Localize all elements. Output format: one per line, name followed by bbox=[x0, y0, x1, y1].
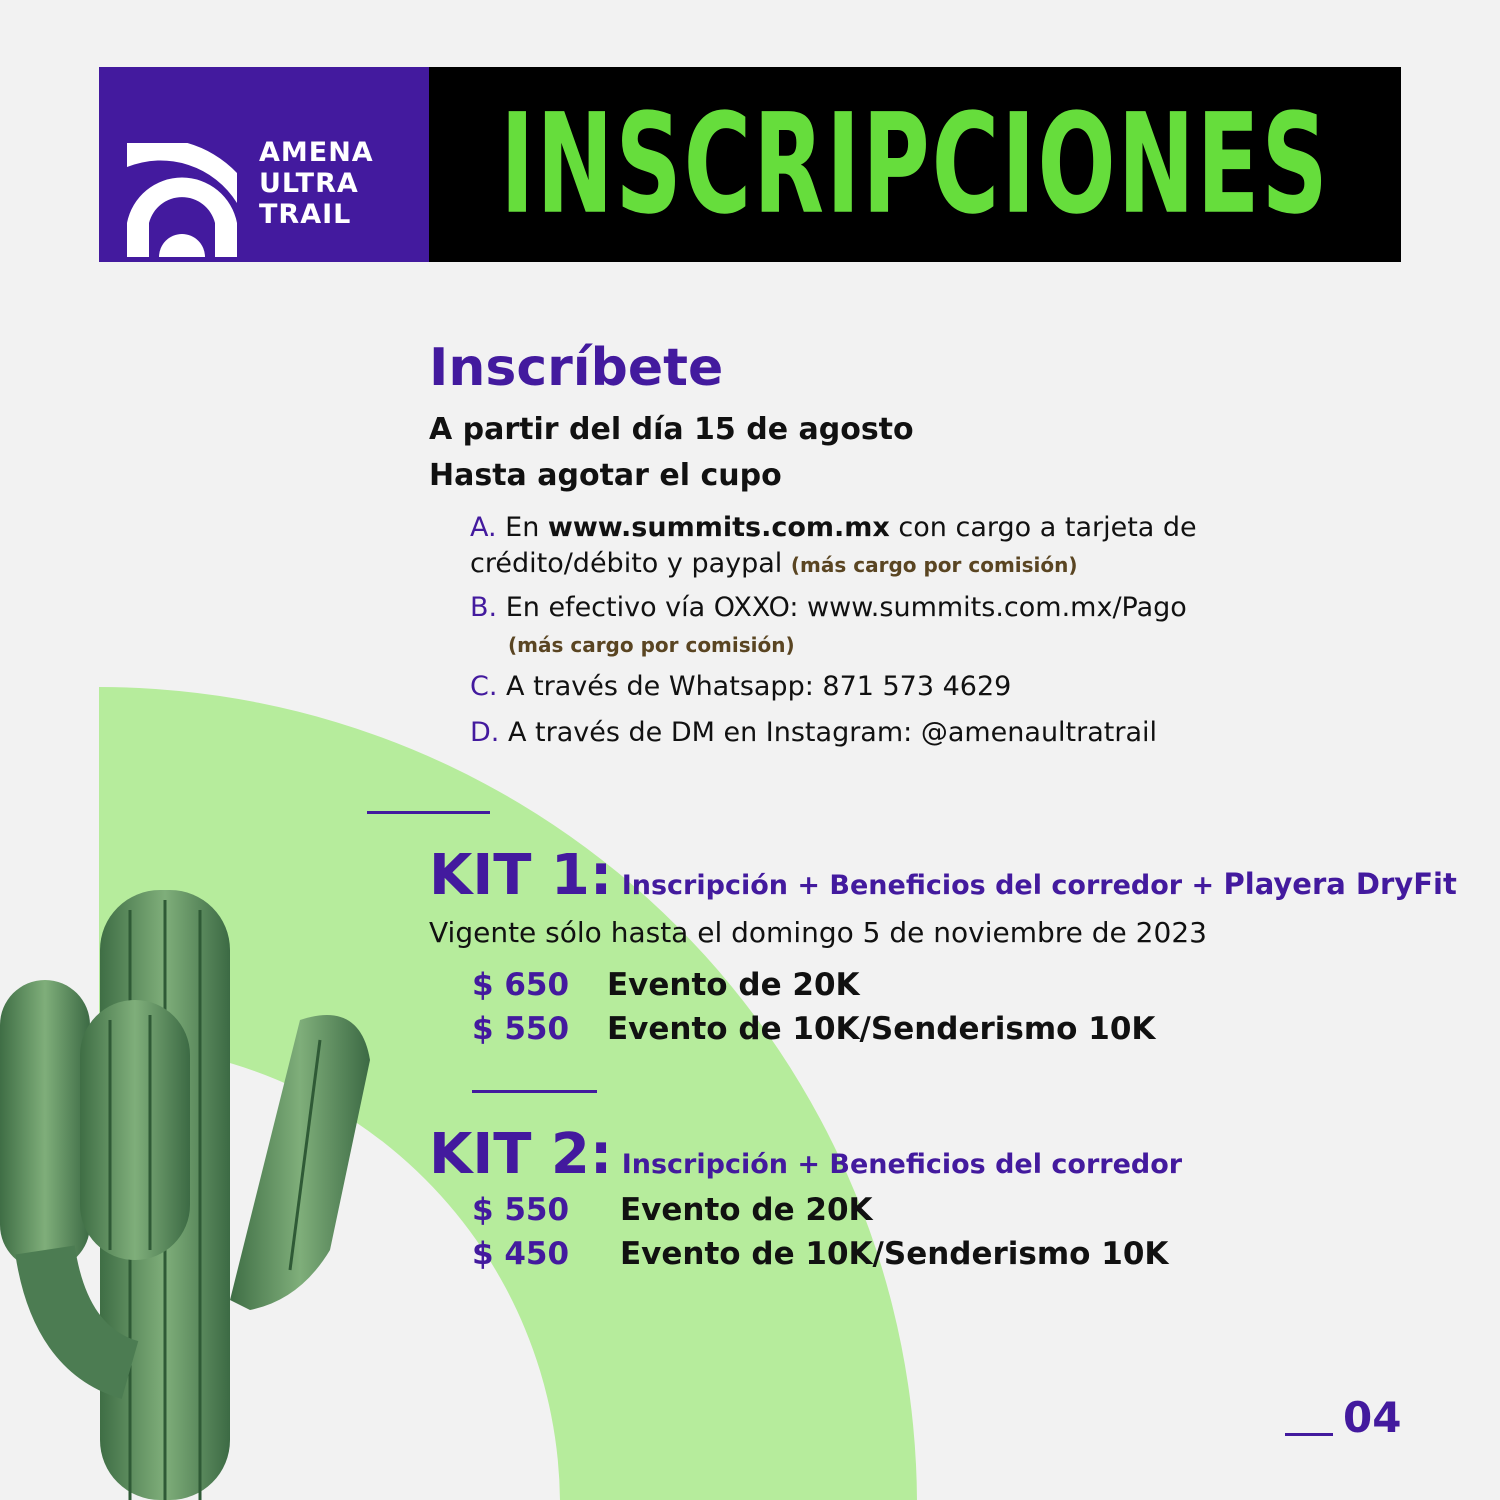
logo-line-3: TRAIL bbox=[259, 199, 352, 230]
until-text: Hasta agotar el cupo bbox=[429, 458, 782, 493]
event-name: Evento de 20K bbox=[607, 967, 860, 1003]
page-dash bbox=[1285, 1433, 1333, 1436]
page-title: INSCRIPCIONES bbox=[500, 84, 1330, 245]
price: $ 650 bbox=[472, 967, 570, 1003]
kit2-heading bbox=[429, 1122, 1182, 1187]
price: $ 550 bbox=[472, 1011, 570, 1047]
option-d bbox=[470, 715, 1157, 751]
event-name: Evento de 10K/Senderismo 10K bbox=[620, 1236, 1169, 1272]
page-number-text: 04 bbox=[1343, 1393, 1402, 1442]
fee-note: (más cargo por comisión) bbox=[790, 553, 1078, 577]
option-b bbox=[470, 590, 1187, 663]
start-date: A partir del día 15 de agosto bbox=[429, 412, 914, 447]
price: $ 450 bbox=[472, 1236, 570, 1272]
event-name: Evento de 10K/Senderismo 10K bbox=[607, 1011, 1156, 1047]
website-link[interactable]: www.summits.com.mx bbox=[547, 512, 890, 543]
logo-arch-icon bbox=[125, 143, 239, 258]
option-letter: A. bbox=[470, 512, 497, 543]
kit1-label: KIT 1: bbox=[429, 843, 613, 908]
fee-note: (más cargo por comisión) bbox=[508, 633, 795, 657]
option-text: En efectivo vía OXXO: www.summits.com.mx/Pago bbox=[497, 592, 1187, 623]
registration-heading: Inscríbete bbox=[429, 338, 724, 398]
option-text: crédito/débito y paypal bbox=[470, 548, 791, 579]
price-row bbox=[472, 1011, 1156, 1047]
kit1-validity: Vigente sólo hasta el domingo 5 de noviembre de 2023 bbox=[429, 916, 1207, 949]
option-text: En bbox=[496, 512, 548, 543]
option-a bbox=[470, 510, 1197, 583]
option-text: con cargo a tarjeta de bbox=[889, 512, 1197, 543]
option-letter: D. bbox=[470, 717, 500, 748]
price-row bbox=[472, 967, 860, 1003]
kit1-description: Inscripción + Beneficios del corredor + bbox=[612, 870, 1224, 901]
option-letter: B. bbox=[470, 592, 498, 623]
kit1-heading bbox=[429, 843, 1457, 908]
kit2-label: KIT 2: bbox=[429, 1122, 613, 1187]
divider-1 bbox=[367, 811, 490, 814]
event-name: Evento de 20K bbox=[620, 1192, 873, 1228]
kit1-highlight: Playera DryFit bbox=[1223, 867, 1457, 901]
option-text: A través de Whatsapp: 871 573 4629 bbox=[497, 671, 1012, 702]
price: $ 550 bbox=[472, 1192, 570, 1228]
header-banner bbox=[99, 67, 1401, 262]
logo-line-2: ULTRA bbox=[259, 168, 359, 199]
kit2-description: Inscripción + Beneficios del corredor bbox=[612, 1149, 1183, 1180]
option-c bbox=[470, 669, 1011, 705]
brand-logo bbox=[99, 67, 429, 262]
logo-line-1: AMENA bbox=[259, 137, 374, 168]
cactus-illustration bbox=[0, 830, 420, 1500]
price-row bbox=[472, 1192, 873, 1228]
price-row bbox=[472, 1236, 1169, 1272]
logo-text bbox=[259, 137, 374, 230]
divider-2 bbox=[472, 1090, 597, 1093]
option-letter: C. bbox=[470, 671, 498, 702]
page-number bbox=[1285, 1393, 1401, 1442]
option-text: A través de DM en Instagram: @amenaultratrail bbox=[499, 717, 1158, 748]
title-box bbox=[429, 67, 1401, 262]
